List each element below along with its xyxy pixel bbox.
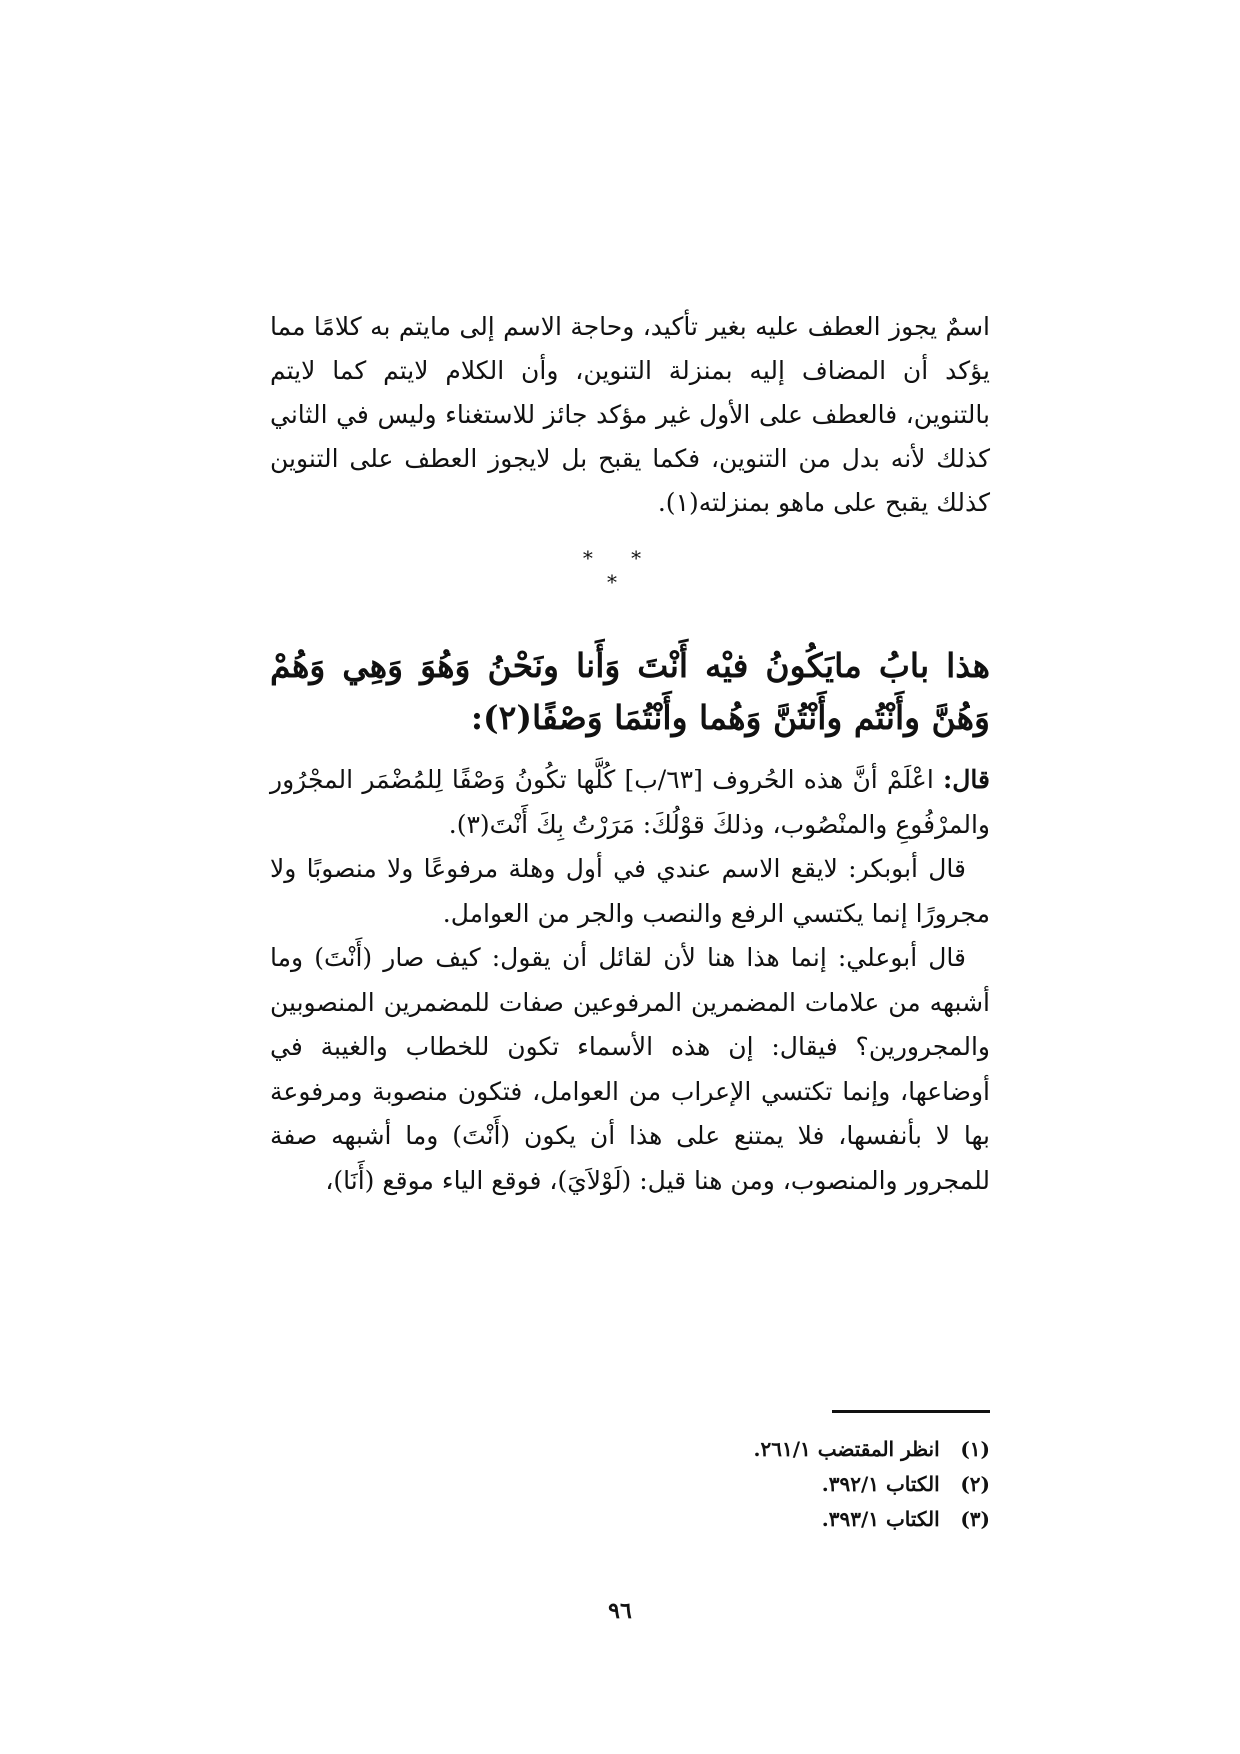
page-number: ٩٦ — [608, 1598, 632, 1624]
footnote-text: الكتاب ٣٩٢/١. — [821, 1472, 940, 1496]
paragraph-lead: قال: — [943, 765, 990, 794]
footnote-text: انظر المقتضب ٢٦١/١. — [753, 1437, 940, 1461]
paragraph-text: اعْلَمْ أنَّ هذه الحُروف [٦٣/ب] كُلَّها تكُونُ وَصْفًا لِلمُضْمَر المجْرُور والمرْفُوعِ والمنْصُوب، وذلكَ قوْلُكَ: مَرَرْتُ بِكَ أَنْتَ(٣). — [270, 765, 990, 839]
body-paragraph — [270, 936, 990, 1203]
footnote-text: الكتاب ٣٩٣/١. — [821, 1507, 940, 1531]
paragraph-text: قال أبوعلي: إنما هذا هنا لأن لقائل أن يقول: كيف صار (أَنْتَ) وما أشبهه من علامات المضمرين المرفوعين صفات للمضمرين المنصوبين والمجرورين؟ فيقال: إن هذه الأسماء تكون للخطاب والغيبة في أوضاعها، وإنما تكتسي الإعراب من العوامل، فتكون منصوبة ومرفوعة بها لا بأنفسها، فلا يمتنع على هذا أن يكون (أَنْتَ) وما أشبهه صفة للمجرور والمنصوب، ومن هنا قيل: (لَوْلاَيَ)، فوقع الياء موقع (أَنَا)، — [270, 943, 990, 1195]
footnote-item — [620, 1432, 990, 1467]
body-paragraph — [270, 847, 990, 936]
footnote-number: (١) — [960, 1437, 990, 1461]
footnote-number: (٢) — [960, 1472, 990, 1496]
top-paragraph: اسمٌ يجوز العطف عليه بغير تأكيد، وحاجة الاسم إلى مايتم به كلامًا مما يؤكد أن المضاف إليه بمنزلة التنوين، وأن الكلام لايتم كما لايتم بالتنوين، فالعطف على الأول غير مؤكد جائز للاستغناء وليس في الثاني كذلك لأنه بدل من التنوين، فكما يقبح بل لايجوز العطف على التنوين كذلك يقبح على ماهو بمنزلته(١). — [270, 312, 990, 517]
footnotes-list — [620, 1432, 990, 1537]
footnote-divider — [832, 1410, 990, 1413]
chapter-heading: هذا بابُ مايَكُونُ فيْه أَنْتَ وَأَنا ونَحْنُ وَهُوَ وَهِي وَهُمْ وَهُنَّ وأَنْتُم وأَنْتُنَّ وَهُما وأَنْتُمَا وَصْفًا(٢): — [270, 646, 990, 737]
footnote-number: (٣) — [960, 1507, 990, 1531]
footnote-item — [620, 1502, 990, 1537]
footnote-item — [620, 1467, 990, 1502]
body-text — [270, 758, 990, 1203]
paragraph-text: قال أبوبكر: لايقع الاسم عندي في أول وهلة مرفوعًا ولا منصوبًا ولا مجرورًا إنما يكتسي الرفع والنصب والجر من العوامل. — [270, 854, 990, 928]
section-separator: * * * — [582, 546, 658, 594]
body-paragraph — [270, 758, 990, 847]
